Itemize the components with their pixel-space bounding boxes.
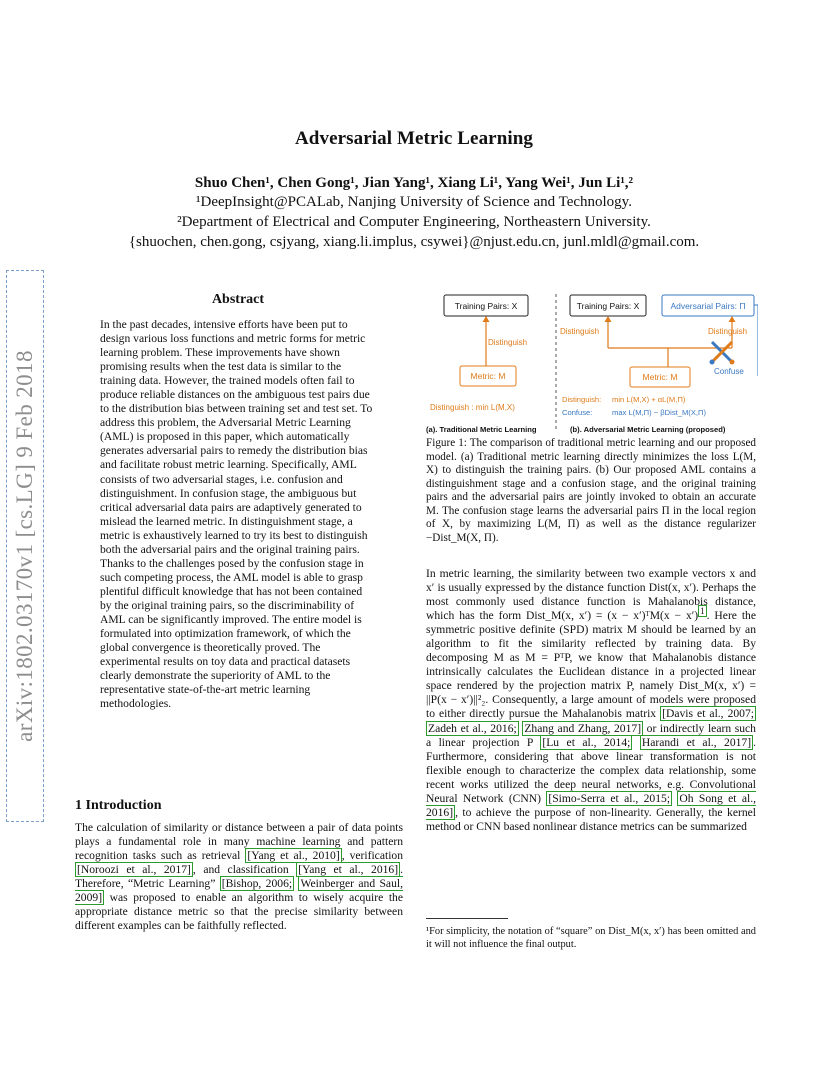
abstract-text: In the past decades, intensive efforts have been put to design various loss functions and metric forms for metric learning problem. These improvements have shown promising results when the test data is similar to the training data. However, the trained models often fail to produce reliable distances on the ambiguous test pairs due to the distribution bias between training set and test set. To address this problem, the Adversarial Metric Learning (AML) is proposed in this paper, which automatically generates adversarial pairs to remedy the distribution bias and facilitate robust metric learning. Specifically, AML consists of two adversarial stages, i.e. confusion and distinguishment. In confusion stage, the ambiguous but critical adversarial data pairs are adaptively generated to mislead the learned metric. In distinguishment stage, a metric is exhaustively learned to try its best to distinguish both the adversarial pairs and the original training pairs. Thanks to the challenges posed by the confusion stage in such competing process, the AML model is able to grasp plentiful difficult knowledge that has not been contained by the original training pairs, so the discriminability of AML can be significantly improved. The entire model is formulated into optimization framework, of which the global convergence is theoretically proved. The experimental results on toy data and practical datasets clearly demonstrate the superiority of AML to the representative state-of-the-art metric learning methodologies. — [100, 318, 373, 711]
figure-1-caption: Figure 1: The comparison of traditional metric learning and our proposed model. (a) Traditional metric learning directly minimizes the loss L(M, X) to distinguish the training pairs. (b) Our proposed AML contains a distinguishment stage and a confusion stage, and the original training pairs and the adversarial pairs are jointly invoked to obtain an accurate M. The confusion stage learns the adversarial pairs Π in the local region of X, by maximizing L(M, Π) as well as the distance regularizer −Dist_M(X, Π). — [426, 437, 756, 544]
citation-bishop-2006[interactable]: [Bishop, 2006; — [221, 877, 293, 891]
label-panel-a: (a). Traditional Metric Learning — [426, 425, 537, 434]
citation-lu-2014[interactable]: [Lu et al., 2014; — [542, 735, 631, 749]
label-a-distinguish: Distinguish — [488, 338, 528, 347]
arrow-b-confuse-path — [754, 305, 758, 376]
footnote-divider — [426, 918, 508, 919]
intro-text-5: was proposed to enable an algorithm to wisely acquire the appropriate distance metric so that the precise similarity between different examples can be faithfully reflected. — [75, 891, 403, 933]
affiliation-1: ¹DeepInsight@PCALab, Nanjing University of Science and Technology. — [196, 194, 632, 210]
label-b-metric: Metric: M — [642, 372, 678, 382]
affiliation-2: ²Department of Electrical and Computer Engineering, Northeastern University. — [177, 214, 651, 230]
citation-harandi-2017[interactable]: Harandi et al., 2017] — [641, 735, 752, 749]
intro-text-2: , verification — [341, 849, 404, 863]
paper-title: Adversarial Metric Learning — [294, 128, 534, 149]
crossed-swords-icon — [710, 342, 735, 365]
arrow-b-left-head — [605, 316, 612, 322]
citation-noroozi-2017[interactable]: [Noroozi et al., 2017] — [77, 863, 191, 877]
right-column-paragraph — [426, 567, 756, 834]
label-b-distinguish-left: Distinguish — [560, 327, 600, 336]
formula-b2-label: Confuse: — [562, 408, 593, 417]
intro-text-1: The calculation of similarity or distance between a pair of data points plays a fundamental role in many machine learning and pattern recognition tasks such as retrieval — [75, 821, 403, 863]
formula-b2: max L(M,Π) − βDist_M(X,Π) — [612, 408, 707, 417]
right-text-3: or indirectly learn such a linear projection P — [426, 721, 756, 749]
label-b-training: Training Pairs: X — [576, 301, 640, 311]
citation-weinberger-2009[interactable]: Weinberger and Saul, 2009] — [75, 877, 403, 905]
arxiv-stamp[interactable] — [6, 270, 44, 822]
citation-oh-song-2016[interactable]: Oh Song et al., 2016] — [426, 791, 756, 819]
abstract-heading: Abstract — [211, 292, 265, 307]
arrow-b-right-head — [729, 316, 736, 322]
right-text-1: In metric learning, the similarity between two example vectors x and x′ is usually expressed by the distance function Dist(x, x′). Perhaps the most commonly used distance function is Mahalanobis distance, which has the form Dist_M(x, x′) = (x − x′)ᵀM(x − x′) — [426, 567, 756, 623]
intro-text-4: . Therefore, “Metric Learning” — [75, 863, 403, 891]
formula-a: Distinguish : min L(M,X) — [430, 403, 515, 412]
author-emails: {shuochen, chen.gong, csjyang, xiang.li.implus, csywei}@njust.edu.cn, junl.mldl@gmail.com. — [128, 234, 700, 250]
label-b-confuse: Confuse — [714, 367, 744, 376]
label-a-training: Training Pairs: X — [454, 301, 518, 311]
arrow-a-head — [483, 316, 490, 322]
citation-zhang-2017[interactable]: Zhang and Zhang, 2017] — [524, 721, 642, 735]
intro-text-3: , and classification — [192, 863, 289, 877]
intro-paragraph — [75, 821, 403, 933]
citation-yang-2016[interactable]: [Yang et al., 2016] — [298, 863, 399, 877]
right-text-4: . Furthermore, considering that above linear transformation is not flexible enough to characterize the complex data relationship, some recent works utilized the deep neural networks, e.g. Convolutional Neural Network (CNN) — [426, 735, 756, 805]
right-text-5: , to achieve the purpose of non-linearity. Generally, the kernel method or CNN based nonlinear distance metrics can be summarized — [426, 805, 756, 833]
label-b-adversarial: Adversarial Pairs: Π — [670, 301, 746, 311]
citation-simo-serra-2015[interactable]: [Simo-Serra et al., 2015; — [548, 791, 671, 805]
author-list: Shuo Chen¹, Chen Gong¹, Jian Yang¹, Xiang Li¹, Yang Wei¹, Jun Li¹,² — [194, 175, 634, 191]
section-heading-introduction: 1 Introduction — [75, 798, 162, 813]
label-b-distinguish-right: Distinguish — [708, 327, 748, 336]
figure-1-diagram — [424, 290, 758, 438]
label-a-metric: Metric: M — [470, 371, 506, 381]
formula-b1: min L(M,X) + αL(M,Π) — [612, 395, 686, 404]
footnote-1: ¹For simplicity, the notation of “square” on Dist_M(x, x′) has been omitted and it will not influence the final output. — [426, 926, 756, 950]
footnote-marker-1[interactable]: 1 — [700, 606, 705, 617]
citation-yang-2010[interactable]: [Yang et al., 2010] — [247, 849, 340, 863]
label-panel-b: (b). Adversarial Metric Learning (proposed) — [570, 425, 726, 434]
citation-zadeh-2016[interactable]: Zadeh et al., 2016; — [428, 721, 517, 735]
formula-b1-label: Distinguish: — [562, 395, 602, 404]
citation-davis-2007[interactable]: [Davis et al., 2007; — [662, 707, 755, 721]
arxiv-id-label: arXiv:1802.03170v1 [cs.LG] 9 Feb 2018 — [12, 350, 37, 742]
right-text-2: . Here the symmetric positive definite (SPD) matrix M should be learned by an algorithm to fit the similarity reflected by training data. By decomposing M as M = PᵀP, we know that Mahalanobis distance intrinsically calculates the Euclidean distance in a projected linear space rendered by the projection matrix P, namely Dist_M(x, x′) = ||P(x − x′)||²₂. Consequently, a large amount of models were proposed to either directly pursue the Mahalanobis matrix — [426, 609, 756, 721]
figure-1 — [424, 290, 758, 438]
